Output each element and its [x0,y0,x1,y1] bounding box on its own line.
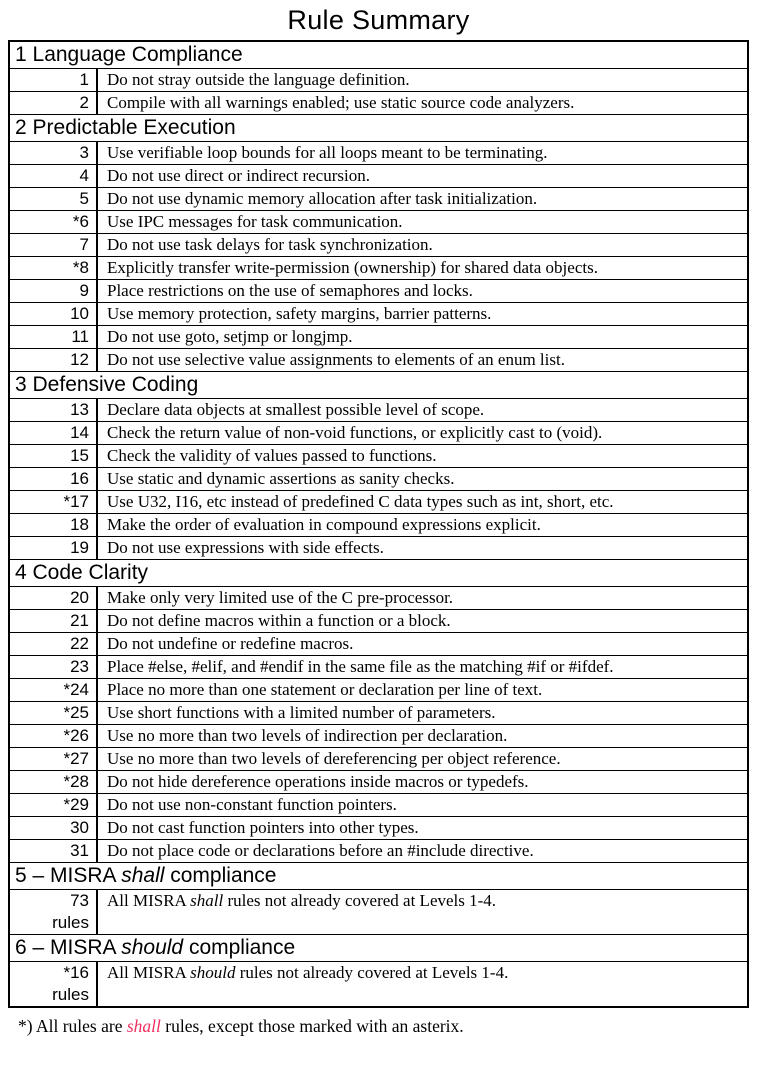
text-segment: rules, except those marked with an asterix. [160,1016,464,1036]
rule-number: *29 [63,795,89,814]
rule-text-cell [98,69,747,91]
section-header-2 [10,114,747,141]
text-segment: Declare data objects at smallest possible level of scope. [107,400,485,419]
text-segment: Use no more than two levels of indirection per declaration. [107,726,508,745]
rule-row [10,164,747,187]
rule-number-cell [10,633,98,655]
rule-number: 22 [70,634,89,653]
rule-text-cell [98,211,747,233]
rule-number-cell [10,748,98,770]
text-segment: 1 Language Compliance [15,43,243,66]
text-segment: 6 – MISRA [15,936,122,959]
rule-number-cell [10,725,98,747]
rule-row [10,490,747,513]
rule-number-cell [10,468,98,490]
emphasized-text: shall [126,1016,161,1036]
rule-number: 4 [79,166,89,185]
rule-number-cell [10,234,98,256]
rule-number-cell [10,422,98,444]
rule-row [10,632,747,655]
text-segment: Use memory protection, safety margins, barrier patterns. [107,304,492,323]
rule-number: 3 [79,143,89,162]
rule-row [10,279,747,302]
text-segment: 3 Defensive Coding [15,373,199,396]
rule-row [10,467,747,490]
rule-number-cell [10,962,98,1006]
emphasized-text: should [190,963,236,982]
rule-text-cell [98,817,747,839]
text-segment: Use verifiable loop bounds for all loops meant to be terminating. [107,143,548,162]
text-segment: 2 Predictable Execution [15,116,236,139]
rule-text-cell [98,188,747,210]
text-segment: Use static and dynamic assertions as sanity checks. [107,469,455,488]
text-segment: Do not stray outside the language definition. [107,70,410,89]
rule-text-cell [98,303,747,325]
rule-number: 16 [70,469,89,488]
rule-text-cell [98,468,747,490]
rule-number: 12 [70,350,89,369]
rule-row [10,187,747,210]
rule-number: *8 [72,258,89,277]
text-segment: compliance [164,864,277,887]
rule-number-cell [10,587,98,609]
text-segment: rules not already covered at Levels 1-4. [235,963,509,982]
rule-row [10,398,747,421]
text-segment: 5 – MISRA [15,864,122,887]
rule-text-cell [98,92,747,114]
rule-row [10,961,747,1006]
rule-row [10,793,747,816]
rule-number: *28 [63,772,89,791]
rule-number: 5 [79,189,89,208]
rule-text-cell [98,633,747,655]
rule-row [10,325,747,348]
rule-number-cell [10,211,98,233]
rule-number-cell [10,794,98,816]
rule-number-cell [10,771,98,793]
rule-number-cell [10,840,98,862]
text-segment: Use IPC messages for task communication. [107,212,403,231]
rule-number: 30 [70,818,89,837]
section-header-4 [10,559,747,586]
rule-text-cell [98,422,747,444]
text-segment: Use short functions with a limited number of parameters. [107,703,496,722]
section-header-5 [10,862,747,889]
rule-text-cell [98,748,747,770]
rule-text-cell [98,702,747,724]
rule-number: 31 [70,841,89,860]
rule-row [10,256,747,279]
rule-row [10,816,747,839]
text-segment: Do not place code or declarations before an #include directive. [107,841,534,860]
rule-number: 21 [70,611,89,630]
text-segment: Place no more than one statement or declaration per line of text. [107,680,543,699]
rule-row [10,141,747,164]
rule-number-cell [10,165,98,187]
text-segment: Make only very limited use of the C pre-processor. [107,588,454,607]
rule-number-cell [10,303,98,325]
section-header-1 [10,42,747,68]
rule-number: 15 [70,446,89,465]
rule-number-cell [10,537,98,559]
rule-number-cell [10,679,98,701]
rule-number-cell [10,280,98,302]
rule-number: 7 [79,235,89,254]
rule-number-unit: rules [52,985,89,1004]
rule-number: *17 [63,492,89,511]
rule-number-cell [10,399,98,421]
rule-text-cell [98,445,747,467]
rule-row [10,91,747,114]
rule-row [10,348,747,371]
rule-text-cell [98,962,747,1006]
text-segment: Place restrictions on the use of semaphores and locks. [107,281,473,300]
rule-row [10,770,747,793]
rule-number: 20 [70,588,89,607]
section-header-3 [10,371,747,398]
rule-summary-table [8,40,749,1008]
emphasized-text: should [121,936,184,959]
rule-row [10,701,747,724]
text-segment: Check the return value of non-void functions, or explicitly cast to (void). [107,423,603,442]
text-segment: Do not use dynamic memory allocation after task initialization. [107,189,538,208]
text-segment: Do not use non-constant function pointers. [107,795,397,814]
text-segment: Compile with all warnings enabled; use static source code analyzers. [107,93,575,112]
rule-text-cell [98,165,747,187]
rule-row [10,586,747,609]
rule-number-cell [10,491,98,513]
rule-number-cell [10,445,98,467]
rule-number: 18 [70,515,89,534]
rule-number-unit: rules [52,913,89,932]
text-segment: Use no more than two levels of dereferencing per object reference. [107,749,561,768]
rule-number: *27 [63,749,89,768]
emphasized-text: shall [190,891,224,910]
rule-text-cell [98,890,747,934]
text-segment: Do not use selective value assignments to elements of an enum list. [107,350,565,369]
rule-row [10,444,747,467]
rule-number-cell [10,92,98,114]
page-title: Rule Summary [287,5,470,35]
rule-number-cell [10,890,98,934]
text-segment: Use U32, I16, etc instead of predefined C data types such as int, short, etc. [107,492,614,511]
text-segment: rules not already covered at Levels 1-4. [223,891,497,910]
rule-number-cell [10,817,98,839]
rule-number-cell [10,610,98,632]
rule-text-cell [98,326,747,348]
rule-number: 19 [70,538,89,557]
rule-row [10,68,747,91]
text-segment: All MISRA [107,891,191,910]
rule-number: 10 [70,304,89,323]
rule-number-cell [10,257,98,279]
text-segment: *) All rules are [18,1016,127,1036]
rule-text-cell [98,399,747,421]
rule-row [10,655,747,678]
rule-row [10,513,747,536]
rule-row [10,421,747,444]
rule-row [10,724,747,747]
rule-number-cell [10,142,98,164]
rule-text-cell [98,679,747,701]
rule-number-cell [10,188,98,210]
rule-number-cell [10,656,98,678]
rule-text-cell [98,349,747,371]
rule-text-cell [98,514,747,536]
rule-text-cell [98,234,747,256]
rule-row [10,747,747,770]
rule-row [10,210,747,233]
text-segment: Place #else, #elif, and #endif in the same file as the matching #if or #ifdef. [107,657,614,676]
rule-row [10,609,747,632]
rule-text-cell [98,771,747,793]
text-segment: Check the validity of values passed to functions. [107,446,437,465]
rule-text-cell [98,491,747,513]
rule-number: 2 [79,93,89,112]
rule-text-cell [98,656,747,678]
rule-number: 13 [70,400,89,419]
rule-text-cell [98,725,747,747]
text-segment: Do not cast function pointers into other types. [107,818,419,837]
rule-text-cell [98,280,747,302]
text-segment: compliance [183,936,296,959]
rule-row [10,536,747,559]
text-segment: Do not use task delays for task synchronization. [107,235,433,254]
rule-number: 11 [71,327,89,346]
rule-row [10,889,747,934]
rule-number: 73 [70,891,89,910]
rule-number: *24 [63,680,89,699]
rule-number: 1 [79,70,89,89]
rule-text-cell [98,537,747,559]
rule-text-cell [98,257,747,279]
rule-text-cell [98,142,747,164]
text-segment: Do not define macros within a function or a block. [107,611,451,630]
rule-number: *6 [72,212,89,231]
rule-row [10,839,747,862]
text-segment: Do not undefine or redefine macros. [107,634,354,653]
section-header-6 [10,934,747,961]
text-segment: Make the order of evaluation in compound expressions explicit. [107,515,541,534]
rule-number-cell [10,702,98,724]
rule-number-cell [10,349,98,371]
rule-row [10,678,747,701]
text-segment: Explicitly transfer write-permission (ownership) for shared data objects. [107,258,598,277]
footnote [18,1015,757,1037]
text-segment: 4 Code Clarity [15,561,149,584]
rule-number: 23 [70,657,89,676]
rule-number: *25 [63,703,89,722]
rule-text-cell [98,587,747,609]
rule-number-cell [10,326,98,348]
text-segment: Do not use direct or indirect recursion. [107,166,370,185]
rule-number-cell [10,514,98,536]
rule-row [10,302,747,325]
rule-row [10,233,747,256]
rule-number: *16 [63,963,89,982]
rule-number: 14 [70,423,89,442]
rule-number-cell [10,69,98,91]
rule-text-cell [98,840,747,862]
text-segment: Do not hide dereference operations inside macros or typedefs. [107,772,529,791]
text-segment: All MISRA [107,963,191,982]
rule-text-cell [98,794,747,816]
rule-number: *26 [63,726,89,745]
rule-number: 9 [79,281,89,300]
rule-text-cell [98,610,747,632]
text-segment: Do not use expressions with side effects. [107,538,384,557]
emphasized-text: shall [121,864,165,887]
text-segment: Do not use goto, setjmp or longjmp. [107,327,353,346]
